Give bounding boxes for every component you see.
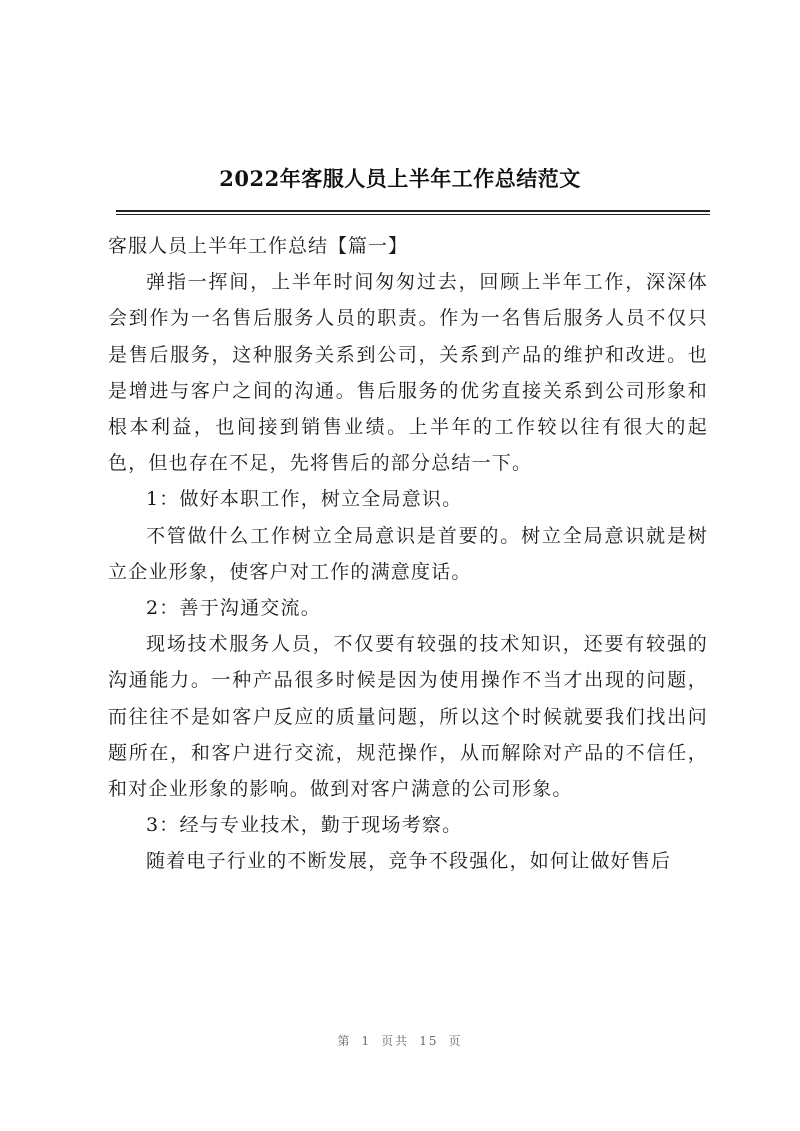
- section-heading: 客服人员上半年工作总结【篇一】: [108, 235, 409, 257]
- page-footer: [0, 1032, 800, 1049]
- point-heading-1: 1：做好本职工作，树立全局意识。: [146, 488, 463, 511]
- paragraph-intro: 弹指一挥间，上半年时间匆匆过去，回顾上半年工作，深深体会到作为一名售后服务人员的职责。作为一名售后服务人员不仅只是售后服务，这种服务关系到公司，关系到产品的维护和改进。也是增进与客户之间的沟通。售后服务的优劣直接关系到公司形象和根本利益，也间接到销售业绩。上半年的工作较以往有很大的起色，但也存在不足，先将售后的部分总结一下。: [108, 271, 708, 475]
- footer-page-suffix: 页: [448, 1034, 463, 1048]
- title-rule-thick: [116, 210, 710, 212]
- document-title: 2022年客服人员上半年工作总结范文: [219, 166, 581, 191]
- footer-page-prefix: 第: [337, 1034, 352, 1048]
- point-heading-3: 3：经与专业技术，勤于现场考察。: [146, 814, 463, 837]
- footer-total-pages: 15: [419, 1034, 439, 1048]
- paragraph-point-1: 不管做什么工作树立全局意识是首要的。树立全局意识就是树立企业形象，使客户对工作的满意度话。: [108, 524, 708, 583]
- document-body: [108, 228, 708, 880]
- footer-page-mid: 页共: [381, 1034, 410, 1048]
- paragraph-point-2: 现场技术服务人员，不仅要有较强的技术知识，还要有较强的沟通能力。一种产品很多时候是因为使用操作不当才出现的问题，而往往不是如客户反应的质量问题，所以这个时候就要我们找出问题所在，和客户进行交流，规范操作，从而解除对产品的不信任，和对企业形象的影响。做到对客户满意的公司形象。: [108, 633, 708, 801]
- paragraph-point-3: 随着电子行业的不断发展，竞争不段强化，如何让做好售后: [146, 850, 672, 873]
- point-heading-2: 2：善于沟通交流。: [146, 597, 321, 620]
- footer-page-number: 1: [361, 1034, 372, 1048]
- title-rule-thin: [116, 214, 710, 215]
